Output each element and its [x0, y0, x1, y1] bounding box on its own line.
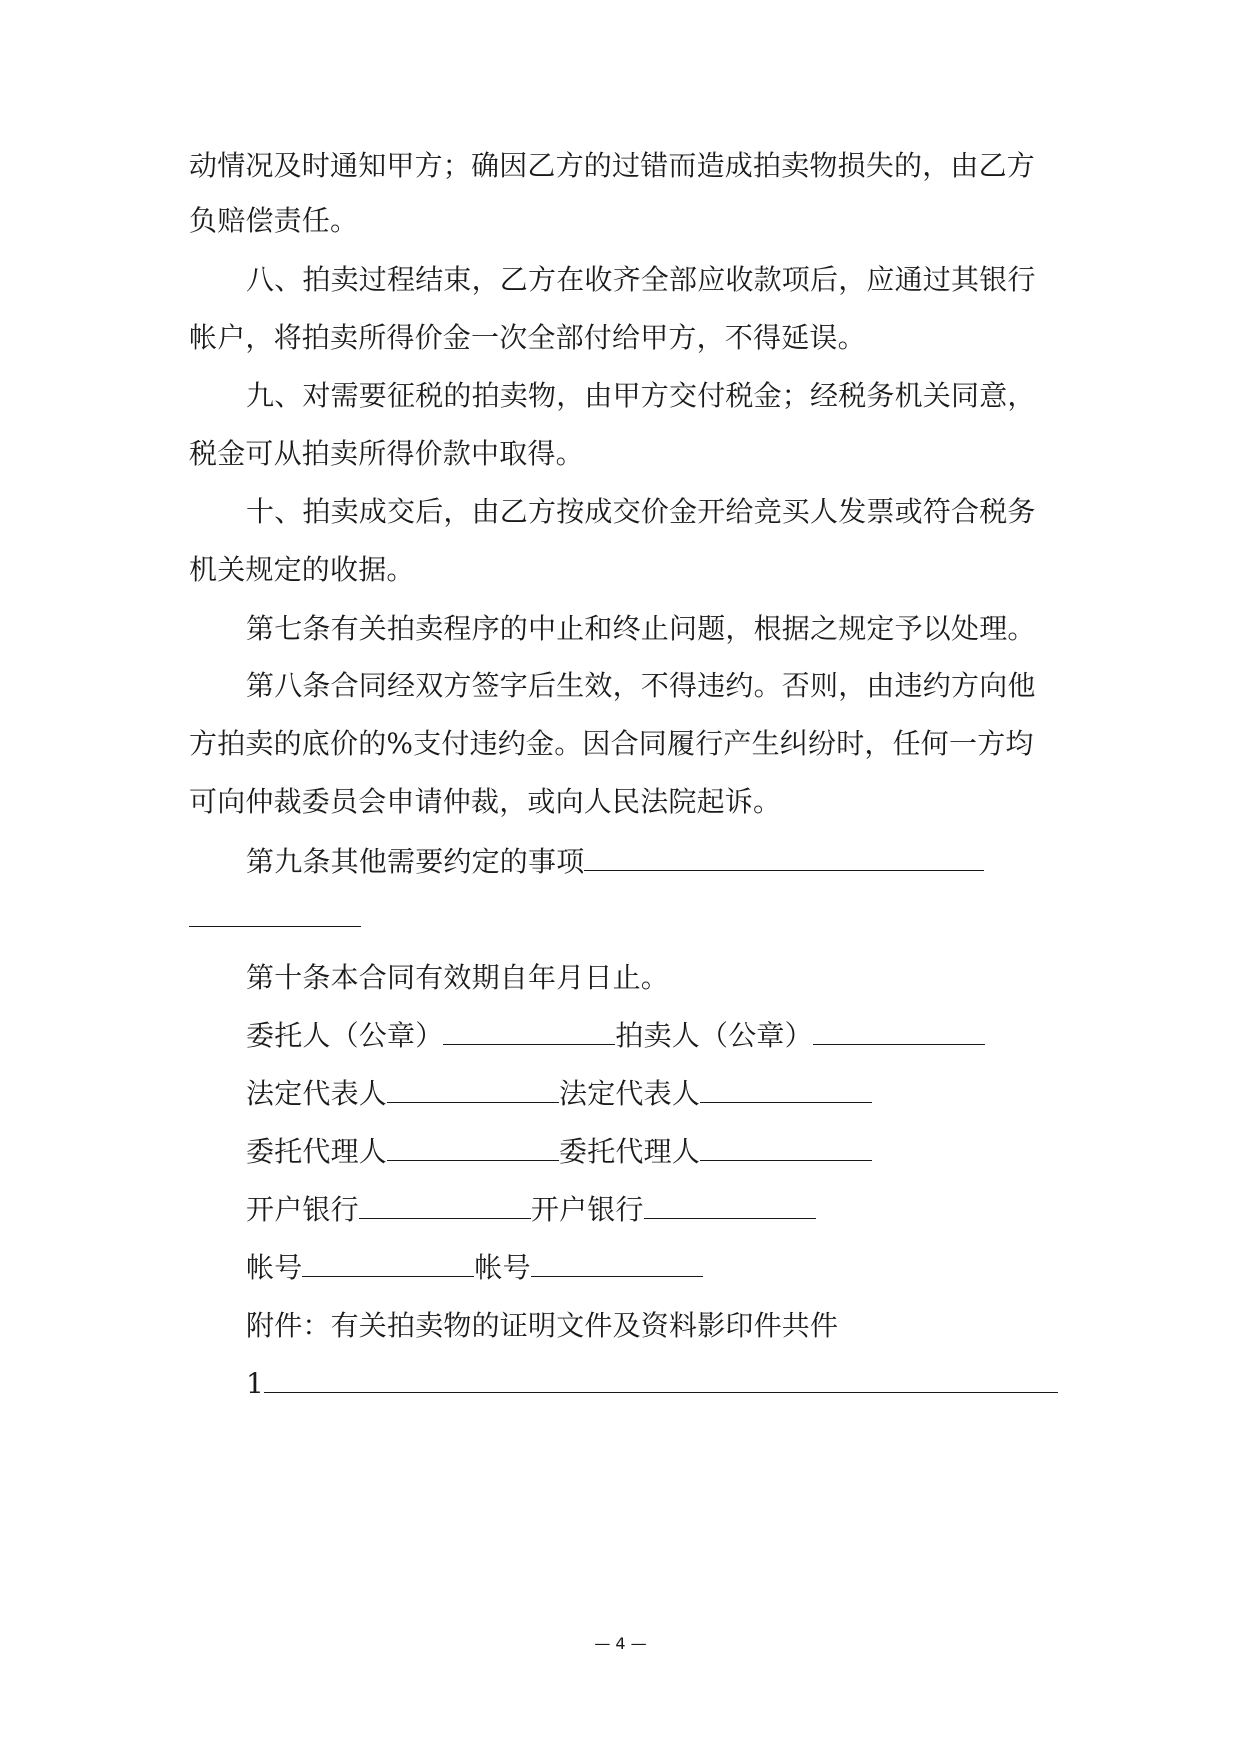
- article-10: 第十条本合同有效期自年月日止。: [246, 961, 670, 994]
- attachment-item-1-blank[interactable]: [264, 1366, 1058, 1393]
- body-line-2: 负赔偿责任。: [189, 204, 359, 237]
- account-right-blank[interactable]: [531, 1250, 703, 1277]
- attachment-item-1: [246, 1366, 1059, 1402]
- agent-right-label: 委托代理人: [559, 1135, 701, 1168]
- bank-left-label: 开户银行: [246, 1193, 359, 1226]
- agent-left-label: 委托代理人: [246, 1135, 388, 1168]
- article-9-blank-line-2[interactable]: [189, 900, 361, 927]
- bank-left-blank[interactable]: [359, 1192, 531, 1219]
- consignor-seal-label: 委托人（公章）: [246, 1019, 444, 1052]
- signature-seal-row: [246, 1018, 1059, 1054]
- legal-rep-left-blank[interactable]: [387, 1076, 559, 1103]
- article-9-blank-continued: [189, 900, 1059, 936]
- article-8-line-3: 可向仲裁委员会申请仲裁，或向人民法院起诉。: [189, 785, 782, 818]
- account-right-label: 帐号: [474, 1251, 531, 1284]
- clause-item-10-line-2: 机关规定的收据。: [189, 553, 415, 586]
- attachment-heading: 附件：有关拍卖物的证明文件及资料影印件共件: [246, 1309, 839, 1342]
- legal-rep-right-blank[interactable]: [700, 1076, 872, 1103]
- account-left-label: 帐号: [246, 1251, 303, 1284]
- clause-item-8-line-1: 八、拍卖过程结束，乙方在收齐全部应收款项后，应通过其银行: [246, 263, 1036, 296]
- bank-right-label: 开户银行: [530, 1193, 644, 1226]
- agent-right-blank[interactable]: [700, 1134, 872, 1161]
- body-line-1: 动情况及时通知甲方；确因乙方的过错而造成拍卖物损失的，由乙方: [189, 149, 1036, 182]
- bank-row: [246, 1192, 1059, 1228]
- article-9: [246, 844, 1059, 880]
- legal-rep-left-label: 法定代表人: [246, 1077, 388, 1110]
- clause-item-8-line-2: 帐户，将拍卖所得价金一次全部付给甲方，不得延误。: [189, 321, 866, 354]
- account-row: [246, 1250, 1059, 1286]
- agent-row: [246, 1134, 1059, 1170]
- legal-representative-row: [246, 1076, 1059, 1112]
- article-9-blank[interactable]: [584, 844, 984, 871]
- article-9-label: 第九条其他需要约定的事项: [246, 845, 585, 878]
- bank-right-blank[interactable]: [644, 1192, 816, 1219]
- page-number: — 4 —: [594, 1634, 647, 1653]
- clause-item-9-line-1: 九、对需要征税的拍卖物，由甲方交付税金；经税务机关同意，: [246, 379, 1036, 412]
- article-7: 第七条有关拍卖程序的中止和终止问题，根据之规定予以处理。: [246, 612, 1036, 645]
- attachment-item-number: 1: [246, 1367, 265, 1400]
- agent-left-blank[interactable]: [387, 1134, 559, 1161]
- legal-rep-right-label: 法定代表人: [559, 1077, 701, 1110]
- consignor-seal-blank[interactable]: [443, 1018, 615, 1045]
- clause-item-9-line-2: 税金可从拍卖所得价款中取得。: [189, 437, 584, 470]
- article-8-line-1: 第八条合同经双方签字后生效，不得违约。否则，由违约方向他: [246, 669, 1036, 702]
- auctioneer-seal-label: 拍卖人（公章）: [615, 1019, 813, 1052]
- article-8-line-2: 方拍卖的底价的%支付违约金。因合同履行产生纠纷时，任何一方均: [189, 727, 1034, 760]
- clause-item-10-line-1: 十、拍卖成交后，由乙方按成交价金开给竞买人发票或符合税务: [246, 495, 1036, 528]
- account-left-blank[interactable]: [302, 1250, 474, 1277]
- auctioneer-seal-blank[interactable]: [813, 1018, 985, 1045]
